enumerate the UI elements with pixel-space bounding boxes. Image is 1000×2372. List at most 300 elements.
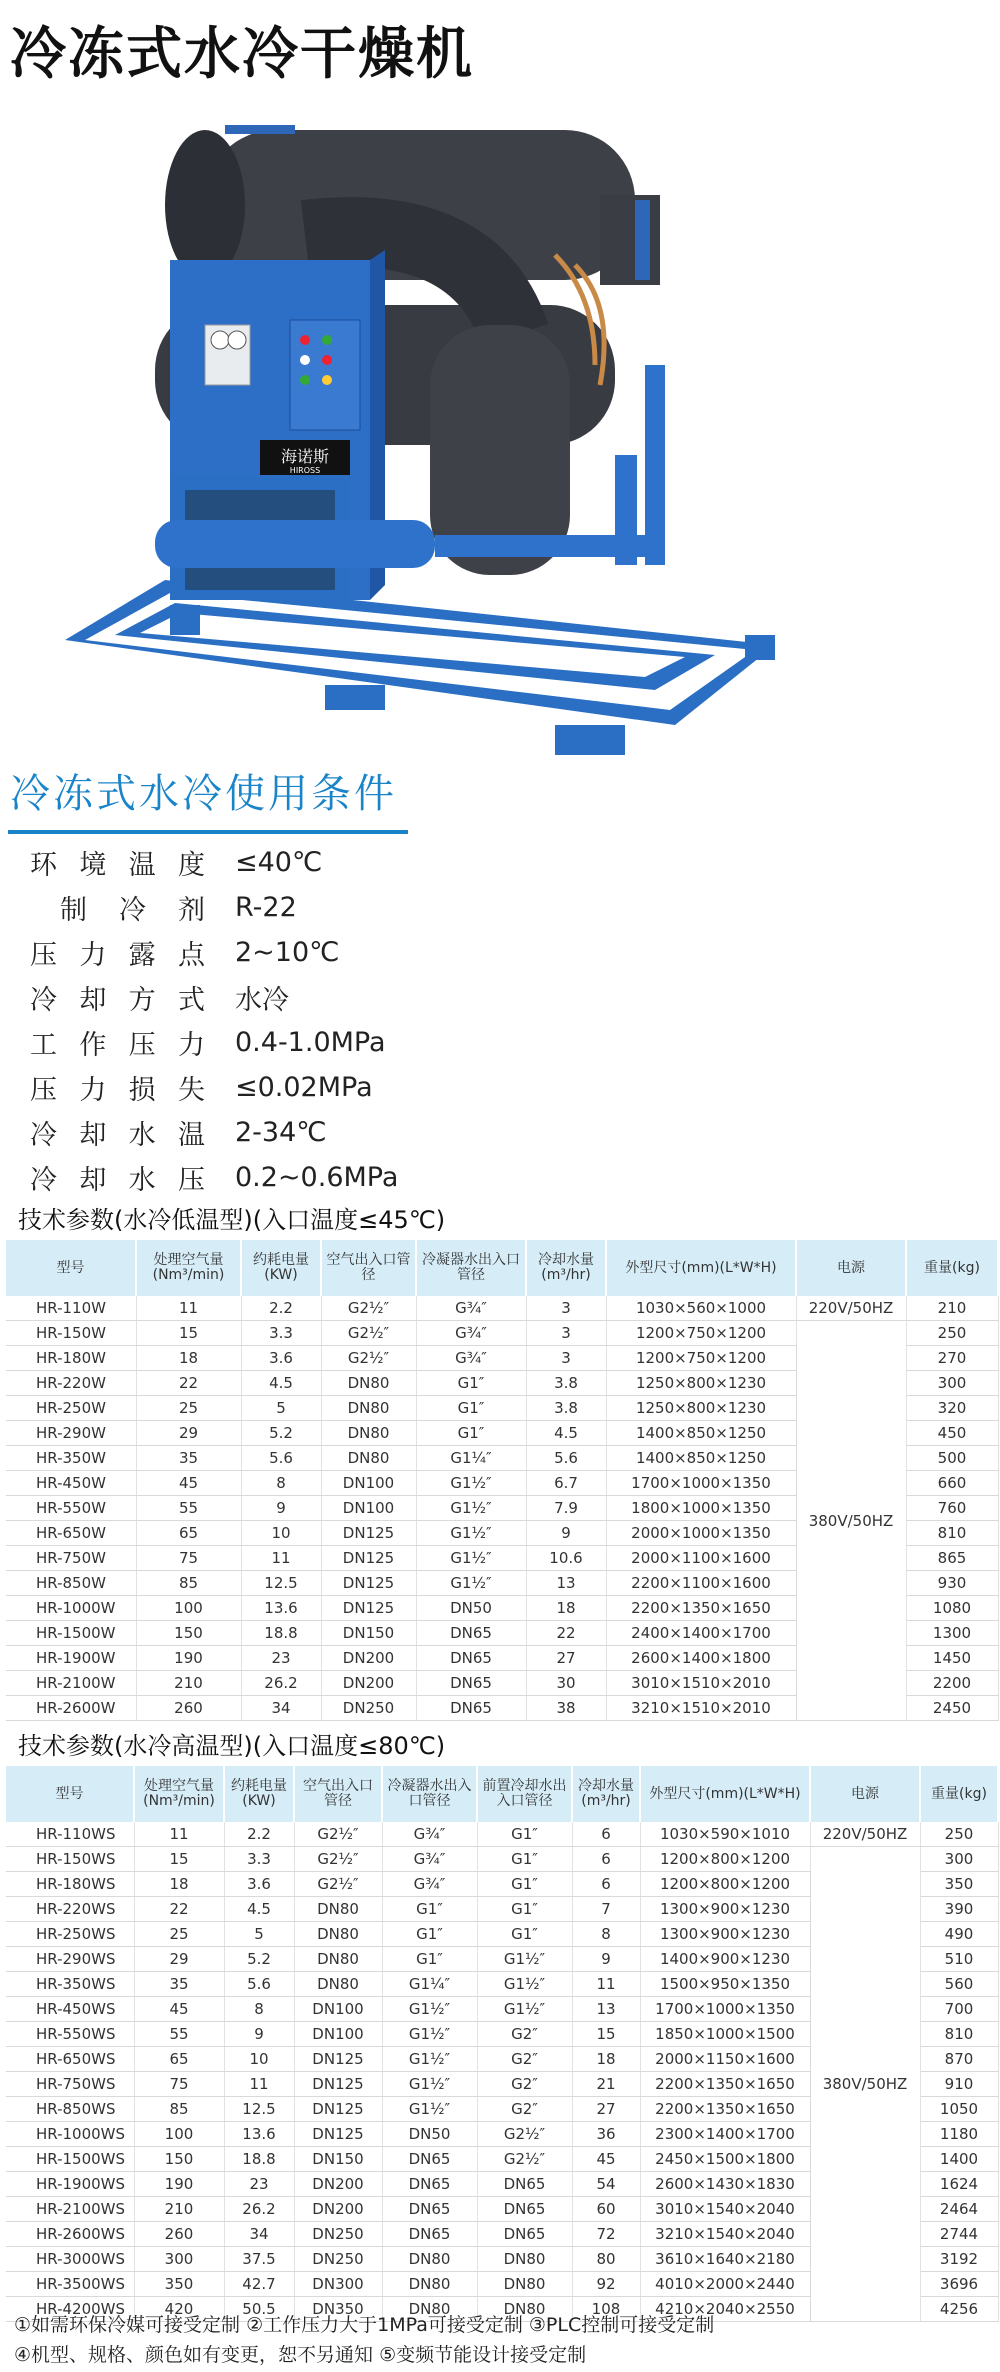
- table-cell: HR-1000W: [6, 1596, 136, 1621]
- table-cell: 42.7: [224, 2272, 294, 2297]
- table-cell: 13.6: [224, 2122, 294, 2147]
- table-cell: DN250: [294, 2222, 382, 2247]
- footnotes: [14, 2310, 714, 2370]
- table-cell: 2200×1350×1650: [640, 2097, 810, 2122]
- table-cell: 1400: [920, 2147, 998, 2172]
- table-cell: 22: [136, 1371, 241, 1396]
- table-cell: 26.2: [224, 2197, 294, 2222]
- table-cell: G¾″: [382, 1872, 477, 1897]
- table-cell: DN80: [294, 1922, 382, 1947]
- condition-label: 冷却水压: [30, 1165, 205, 1196]
- table-cell: DN80: [382, 2247, 477, 2272]
- table-cell: G2½″: [294, 1872, 382, 1897]
- table-cell: HR-3000WS: [6, 2247, 134, 2272]
- table-cell: 60: [572, 2197, 640, 2222]
- table-cell: HR-850W: [6, 1571, 136, 1596]
- table-cell: 2744: [920, 2222, 998, 2247]
- table-cell: G2″: [477, 2047, 572, 2072]
- condition-row: [30, 885, 530, 930]
- table-cell: DN80: [294, 1972, 382, 1997]
- table-cell: HR-290WS: [6, 1947, 134, 1972]
- table-cell: 18: [134, 1872, 224, 1897]
- table-cell: 1800×1000×1350: [606, 1496, 796, 1521]
- table-cell: HR-650W: [6, 1521, 136, 1546]
- table-cell: 65: [134, 2047, 224, 2072]
- table-cell: HR-150WS: [6, 1847, 134, 1872]
- table-cell: 1080: [906, 1596, 998, 1621]
- table-cell: 500: [906, 1446, 998, 1471]
- table-cell: 930: [906, 1571, 998, 1596]
- column-header: 约耗电量(KW): [241, 1240, 321, 1296]
- table-cell: HR-750WS: [6, 2072, 134, 2097]
- table-cell: G2½″: [294, 1847, 382, 1872]
- condition-value: 0.2~0.6MPa: [235, 1162, 399, 1193]
- table-cell: HR-2600WS: [6, 2222, 134, 2247]
- table-cell: 18: [526, 1596, 606, 1621]
- table-cell: 85: [136, 1571, 241, 1596]
- condition-row: [30, 1110, 530, 1155]
- table-cell: 11: [224, 2072, 294, 2097]
- table-cell: G1½″: [382, 1997, 477, 2022]
- table-cell: 300: [134, 2247, 224, 2272]
- table-cell: G2½″: [321, 1321, 416, 1346]
- table-cell: 10.6: [526, 1546, 606, 1571]
- table-cell: 1200×800×1200: [640, 1847, 810, 1872]
- table-cell: HR-1500W: [6, 1621, 136, 1646]
- table-cell: DN65: [416, 1696, 526, 1721]
- table-cell: DN65: [382, 2172, 477, 2197]
- table-cell: G1″: [477, 1872, 572, 1897]
- table-cell: 3010×1510×2010: [606, 1671, 796, 1696]
- table-cell: 1300×900×1230: [640, 1922, 810, 1947]
- table-cell: HR-2100WS: [6, 2197, 134, 2222]
- table-cell: 8: [241, 1471, 321, 1496]
- power-cell: 220V/50HZ: [810, 1822, 920, 1847]
- table-cell: 3210×1540×2040: [640, 2222, 810, 2247]
- table-cell: 9: [572, 1947, 640, 1972]
- table-cell: 15: [572, 2022, 640, 2047]
- table-cell: HR-2100W: [6, 1671, 136, 1696]
- table-cell: DN50: [382, 2122, 477, 2147]
- table-header-row: [6, 1240, 998, 1296]
- table-cell: 4.5: [526, 1421, 606, 1446]
- table-cell: HR-850WS: [6, 2097, 134, 2122]
- table-cell: DN125: [321, 1521, 416, 1546]
- table-cell: 810: [906, 1521, 998, 1546]
- table-cell: HR-350WS: [6, 1972, 134, 1997]
- table-cell: 1450: [906, 1646, 998, 1671]
- table-cell: 4010×2000×2440: [640, 2272, 810, 2297]
- table-cell: G1¼″: [416, 1446, 526, 1471]
- power-cell: 380V/50HZ: [810, 1847, 920, 2322]
- table-cell: 3.8: [526, 1371, 606, 1396]
- table-cell: 210: [906, 1296, 998, 1321]
- table-cell: 25: [136, 1396, 241, 1421]
- table-cell: 3010×1540×2040: [640, 2197, 810, 2222]
- table-cell: G¾″: [416, 1321, 526, 1346]
- table-cell: 72: [572, 2222, 640, 2247]
- table-cell: G1″: [416, 1421, 526, 1446]
- spec-table-high-temp: [6, 1766, 999, 2322]
- table-cell: DN80: [477, 2272, 572, 2297]
- table-cell: 36: [572, 2122, 640, 2147]
- table-cell: 10: [224, 2047, 294, 2072]
- table-cell: 250: [906, 1321, 998, 1346]
- table-cell: 55: [134, 2022, 224, 2047]
- table-cell: HR-290W: [6, 1421, 136, 1446]
- table-cell: G1¼″: [382, 1972, 477, 1997]
- table-cell: 5: [224, 1922, 294, 1947]
- table-cell: 350: [920, 1872, 998, 1897]
- condition-value: 2~10℃: [235, 937, 340, 968]
- table-cell: DN125: [294, 2097, 382, 2122]
- table-cell: 45: [572, 2147, 640, 2172]
- table-cell: 510: [920, 1947, 998, 1972]
- condition-row: [30, 1155, 530, 1200]
- table-cell: 3696: [920, 2272, 998, 2297]
- table-cell: DN65: [382, 2197, 477, 2222]
- table-cell: HR-1900W: [6, 1646, 136, 1671]
- table-cell: 660: [906, 1471, 998, 1496]
- table-cell: DN65: [477, 2222, 572, 2247]
- table-cell: 3.6: [224, 1872, 294, 1897]
- table-cell: HR-450W: [6, 1471, 136, 1496]
- table-cell: G1″: [477, 1922, 572, 1947]
- table-cell: DN80: [294, 1947, 382, 1972]
- table-cell: 4.5: [224, 1897, 294, 1922]
- table-cell: DN80: [321, 1446, 416, 1471]
- table-row: [6, 1296, 998, 1321]
- table-cell: 2200×1350×1650: [640, 2072, 810, 2097]
- table-cell: 5.2: [241, 1421, 321, 1446]
- table-cell: G1″: [416, 1371, 526, 1396]
- table-cell: 3: [526, 1346, 606, 1371]
- table-cell: 150: [134, 2147, 224, 2172]
- table-cell: G2½″: [294, 1822, 382, 1847]
- table-cell: DN65: [416, 1646, 526, 1671]
- condition-row: [30, 1020, 530, 1065]
- table-cell: G2″: [477, 2072, 572, 2097]
- table-cell: 270: [906, 1346, 998, 1371]
- table-cell: 1300: [906, 1621, 998, 1646]
- table-row: [6, 1822, 998, 1847]
- power-cell: 380V/50HZ: [796, 1321, 906, 1721]
- table-cell: 1400×900×1230: [640, 1947, 810, 1972]
- table-cell: 45: [134, 1997, 224, 2022]
- table-cell: 210: [136, 1671, 241, 1696]
- column-header: 前置冷却水出入口管径: [477, 1766, 572, 1822]
- table-cell: DN50: [416, 1596, 526, 1621]
- table-cell: 810: [920, 2022, 998, 2047]
- table-cell: 1624: [920, 2172, 998, 2197]
- spec-table-low-temp: [6, 1240, 999, 1721]
- table-cell: 1250×800×1230: [606, 1396, 796, 1421]
- table-cell: DN125: [294, 2122, 382, 2147]
- table-cell: 3610×1640×2180: [640, 2247, 810, 2272]
- table-cell: HR-2600W: [6, 1696, 136, 1721]
- table-cell: G¾″: [416, 1346, 526, 1371]
- table-cell: G1″: [477, 1847, 572, 1872]
- table-cell: 34: [241, 1696, 321, 1721]
- table-cell: G1½″: [477, 1972, 572, 1997]
- table-cell: 6: [572, 1822, 640, 1847]
- table-cell: DN65: [382, 2147, 477, 2172]
- table-cell: 45: [136, 1471, 241, 1496]
- table-cell: 1300×900×1230: [640, 1897, 810, 1922]
- table-cell: DN200: [321, 1671, 416, 1696]
- footnote-line: ①如需环保冷媒可接受定制 ②工作压力大于1MPa可接受定制 ③PLC控制可接受定制: [14, 2314, 715, 2336]
- condition-row: [30, 930, 530, 975]
- column-header: 约耗电量(KW): [224, 1766, 294, 1822]
- table-cell: G1½″: [416, 1496, 526, 1521]
- table-cell: 9: [224, 2022, 294, 2047]
- table-cell: 3.3: [224, 1847, 294, 1872]
- table-cell: 18: [572, 2047, 640, 2072]
- table-cell: HR-220WS: [6, 1897, 134, 1922]
- table-cell: HR-3500WS: [6, 2272, 134, 2297]
- condition-value: 0.4-1.0MPa: [235, 1027, 386, 1058]
- table-cell: 2400×1400×1700: [606, 1621, 796, 1646]
- table-cell: 38: [526, 1696, 606, 1721]
- table-cell: 65: [136, 1521, 241, 1546]
- table-cell: 75: [134, 2072, 224, 2097]
- table-cell: 5: [241, 1396, 321, 1421]
- table-cell: G1″: [477, 1897, 572, 1922]
- table-cell: G1″: [416, 1396, 526, 1421]
- table-cell: 100: [134, 2122, 224, 2147]
- table-cell: 2300×1400×1700: [640, 2122, 810, 2147]
- table-cell: 11: [134, 1822, 224, 1847]
- table-cell: 250: [920, 1822, 998, 1847]
- table-cell: DN125: [294, 2072, 382, 2097]
- table-cell: DN200: [321, 1646, 416, 1671]
- table-cell: 1200×750×1200: [606, 1321, 796, 1346]
- table-cell: 150: [136, 1621, 241, 1646]
- column-header: 型号: [6, 1766, 134, 1822]
- table-cell: DN200: [294, 2172, 382, 2197]
- table-cell: DN65: [416, 1621, 526, 1646]
- table-cell: 7: [572, 1897, 640, 1922]
- table-cell: 3192: [920, 2247, 998, 2272]
- table-cell: 8: [224, 1997, 294, 2022]
- table-cell: HR-450WS: [6, 1997, 134, 2022]
- table-cell: 865: [906, 1546, 998, 1571]
- table-cell: HR-180WS: [6, 1872, 134, 1897]
- table-cell: G1″: [382, 1922, 477, 1947]
- table-cell: 50.5: [224, 2297, 294, 2322]
- table-cell: 23: [224, 2172, 294, 2197]
- table-cell: G1½″: [416, 1471, 526, 1496]
- table-cell: 22: [134, 1897, 224, 1922]
- table-cell: G1″: [382, 1897, 477, 1922]
- table-cell: DN125: [321, 1596, 416, 1621]
- table-cell: DN100: [294, 2022, 382, 2047]
- table-cell: DN80: [382, 2272, 477, 2297]
- table-cell: DN150: [294, 2147, 382, 2172]
- table-cell: HR-550W: [6, 1496, 136, 1521]
- table-cell: G1½″: [477, 1947, 572, 1972]
- table-cell: 1700×1000×1350: [606, 1471, 796, 1496]
- condition-row: [30, 975, 530, 1020]
- table-cell: DN100: [321, 1496, 416, 1521]
- table-cell: 320: [906, 1396, 998, 1421]
- table1-title: 技术参数(水冷低温型)(入口温度≤45℃): [18, 1206, 446, 1234]
- table-cell: 8: [572, 1922, 640, 1947]
- table-cell: 100: [136, 1596, 241, 1621]
- table-cell: 85: [134, 2097, 224, 2122]
- table-cell: 12.5: [224, 2097, 294, 2122]
- table-cell: 2600×1400×1800: [606, 1646, 796, 1671]
- condition-label: 压力露点: [30, 940, 205, 971]
- table-cell: HR-180W: [6, 1346, 136, 1371]
- column-header: 电源: [796, 1240, 906, 1296]
- table-cell: 10: [241, 1521, 321, 1546]
- table-cell: 26.2: [241, 1671, 321, 1696]
- table-cell: DN80: [321, 1396, 416, 1421]
- table-cell: DN65: [416, 1671, 526, 1696]
- table-cell: DN100: [294, 1997, 382, 2022]
- table-cell: 350: [134, 2272, 224, 2297]
- table-cell: G1½″: [382, 2022, 477, 2047]
- table-cell: HR-1000WS: [6, 2122, 134, 2147]
- table-cell: 35: [136, 1446, 241, 1471]
- table-cell: 3.8: [526, 1396, 606, 1421]
- table-cell: 23: [241, 1646, 321, 1671]
- condition-label: 冷却水温: [30, 1120, 205, 1151]
- table-cell: 190: [136, 1646, 241, 1671]
- table-row: [6, 1847, 998, 1872]
- table-cell: 300: [920, 1847, 998, 1872]
- table-cell: 1030×560×1000: [606, 1296, 796, 1321]
- table-cell: DN80: [477, 2247, 572, 2272]
- table-cell: 2450×1500×1800: [640, 2147, 810, 2172]
- table-cell: DN100: [321, 1471, 416, 1496]
- condition-label: 制冷剂: [60, 895, 205, 926]
- table-cell: G1½″: [416, 1546, 526, 1571]
- condition-value: 2-34℃: [235, 1117, 327, 1148]
- table-cell: HR-110W: [6, 1296, 136, 1321]
- column-header: 重量(kg): [906, 1240, 998, 1296]
- table-cell: 29: [134, 1947, 224, 1972]
- table-cell: 4.5: [241, 1371, 321, 1396]
- table-cell: G¾″: [382, 1847, 477, 1872]
- table-cell: 15: [136, 1321, 241, 1346]
- table-cell: 9: [526, 1521, 606, 1546]
- column-header: 冷凝器水出入口管径: [416, 1240, 526, 1296]
- brand-cn: 海诺斯: [280, 447, 330, 466]
- column-header: 重量(kg): [920, 1766, 998, 1822]
- column-header: 空气出入口管径: [294, 1766, 382, 1822]
- table-cell: 37.5: [224, 2247, 294, 2272]
- table-cell: 21: [572, 2072, 640, 2097]
- column-header: 电源: [810, 1766, 920, 1822]
- table-cell: 2200×1100×1600: [606, 1571, 796, 1596]
- table2-title: 技术参数(水冷高温型)(入口温度≤80℃): [18, 1732, 446, 1760]
- column-header: 冷凝器水出入口管径: [382, 1766, 477, 1822]
- table-cell: 29: [136, 1421, 241, 1446]
- column-header: 处理空气量(Nm³/min): [136, 1240, 241, 1296]
- table-cell: HR-1500WS: [6, 2147, 134, 2172]
- column-header: 冷却水量(m³/hr): [572, 1766, 640, 1822]
- table-cell: 11: [136, 1296, 241, 1321]
- table-cell: 15: [134, 1847, 224, 1872]
- table-cell: HR-220W: [6, 1371, 136, 1396]
- column-header: 外型尺寸(mm)(L*W*H): [606, 1240, 796, 1296]
- column-header: 空气出入口管径: [321, 1240, 416, 1296]
- table-cell: HR-150W: [6, 1321, 136, 1346]
- column-header: 冷却水量(m³/hr): [526, 1240, 606, 1296]
- table-cell: DN125: [294, 2047, 382, 2072]
- table-cell: 11: [241, 1546, 321, 1571]
- table-cell: 420: [134, 2297, 224, 2322]
- table-cell: 490: [920, 1922, 998, 1947]
- condition-value: ≤0.02MPa: [235, 1072, 373, 1103]
- table-cell: 2000×1150×1600: [640, 2047, 810, 2072]
- table-cell: 27: [572, 2097, 640, 2122]
- table-cell: 5.6: [526, 1446, 606, 1471]
- table-cell: DN80: [321, 1371, 416, 1396]
- table-cell: 260: [134, 2222, 224, 2247]
- table-cell: 2.2: [241, 1296, 321, 1321]
- table-cell: HR-550WS: [6, 2022, 134, 2047]
- table-cell: 390: [920, 1897, 998, 1922]
- table-cell: 260: [136, 1696, 241, 1721]
- table-cell: 5.6: [224, 1972, 294, 1997]
- table-cell: DN65: [382, 2222, 477, 2247]
- table-cell: G2½″: [321, 1296, 416, 1321]
- table-cell: 870: [920, 2047, 998, 2072]
- table-cell: 2450: [906, 1696, 998, 1721]
- table-cell: 80: [572, 2247, 640, 2272]
- table-cell: DN125: [321, 1571, 416, 1596]
- table-cell: 18.8: [224, 2147, 294, 2172]
- table-cell: 75: [136, 1546, 241, 1571]
- table-cell: G2½″: [321, 1346, 416, 1371]
- condition-label: 环境温度: [30, 850, 205, 881]
- table-cell: 13: [572, 1997, 640, 2022]
- table-cell: 5.6: [241, 1446, 321, 1471]
- condition-value: R-22: [235, 892, 297, 923]
- table-cell: G2″: [477, 2022, 572, 2047]
- table-cell: 6: [572, 1872, 640, 1897]
- condition-label: 压力损失: [30, 1075, 205, 1106]
- table-cell: DN350: [294, 2297, 382, 2322]
- table-cell: 560: [920, 1972, 998, 1997]
- table-cell: 22: [526, 1621, 606, 1646]
- table-cell: G1½″: [382, 2072, 477, 2097]
- table-cell: HR-4200WS: [6, 2297, 134, 2322]
- table-cell: 2600×1430×1830: [640, 2172, 810, 2197]
- table-cell: G1½″: [416, 1521, 526, 1546]
- table-cell: DN300: [294, 2272, 382, 2297]
- table-cell: 1200×800×1200: [640, 1872, 810, 1897]
- condition-value: ≤40℃: [235, 847, 323, 878]
- table-cell: G1″: [477, 1822, 572, 1847]
- table-cell: 18.8: [241, 1621, 321, 1646]
- brand-en: HIROSS: [289, 466, 321, 475]
- table-cell: HR-110WS: [6, 1822, 134, 1847]
- table-cell: 1200×750×1200: [606, 1346, 796, 1371]
- table-cell: 9: [241, 1496, 321, 1521]
- table-cell: DN250: [294, 2247, 382, 2272]
- table-cell: 3.6: [241, 1346, 321, 1371]
- table-cell: 300: [906, 1371, 998, 1396]
- table-cell: G¾″: [416, 1296, 526, 1321]
- table-cell: DN80: [321, 1421, 416, 1446]
- table-cell: 108: [572, 2297, 640, 2322]
- table-cell: 13.6: [241, 1596, 321, 1621]
- column-header: 处理空气量(Nm³/min): [134, 1766, 224, 1822]
